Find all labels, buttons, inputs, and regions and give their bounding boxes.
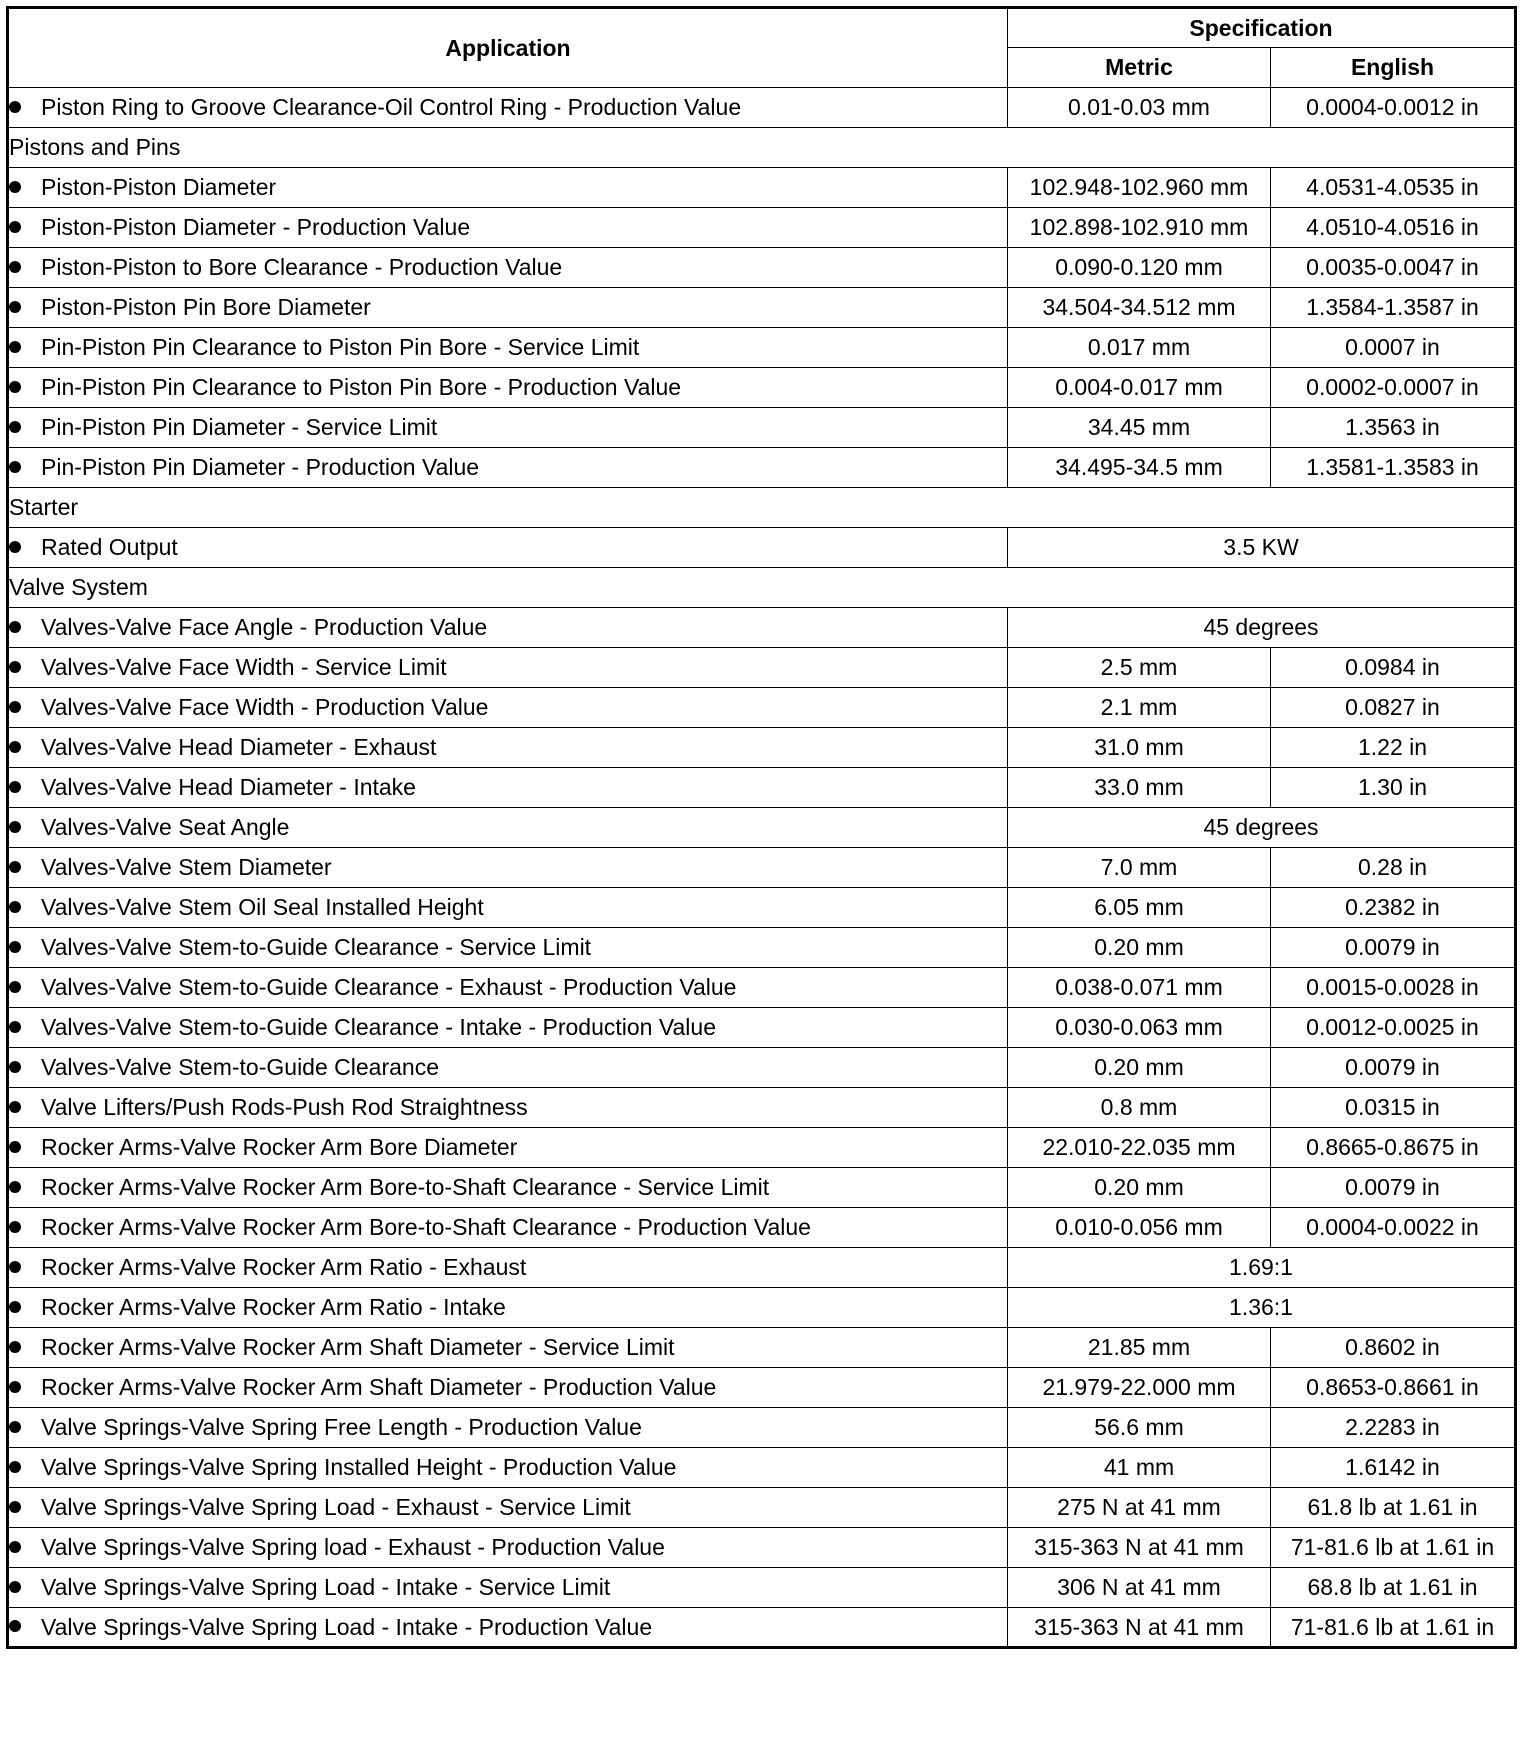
- english-value-cell: 0.28 in: [1271, 848, 1516, 888]
- application-cell: [8, 1168, 1008, 1208]
- specification-table: [6, 6, 1517, 1649]
- application-label: Rocker Arms-Valve Rocker Arm Ratio - Exhaust: [41, 1254, 527, 1280]
- english-value-cell: 0.0079 in: [1271, 928, 1516, 968]
- application-label: Valve Springs-Valve Spring Free Length - Production Value: [41, 1414, 642, 1440]
- english-value-cell: 1.3563 in: [1271, 408, 1516, 448]
- application-label: Pin-Piston Pin Clearance to Piston Pin Bore - Service Limit: [41, 334, 640, 360]
- metric-value-cell: 6.05 mm: [1008, 888, 1271, 928]
- metric-value-cell: 21.85 mm: [1008, 1328, 1271, 1368]
- application-cell: [8, 728, 1008, 768]
- application-cell: [8, 528, 1008, 568]
- bullet-icon: [9, 1221, 21, 1233]
- application-label: Valves-Valve Stem-to-Guide Clearance - Intake - Production Value: [41, 1014, 716, 1040]
- application-cell: [8, 1288, 1008, 1328]
- application-label: Pin-Piston Pin Diameter - Service Limit: [41, 414, 438, 440]
- english-value-cell: 0.2382 in: [1271, 888, 1516, 928]
- application-label: Valve Springs-Valve Spring Installed Height - Production Value: [41, 1454, 677, 1480]
- table-row: [8, 1128, 1516, 1168]
- bullet-icon: [9, 901, 21, 913]
- application-cell: [8, 848, 1008, 888]
- metric-value-cell: 315-363 N at 41 mm: [1008, 1608, 1271, 1648]
- table-row: [8, 1408, 1516, 1448]
- application-label: Pin-Piston Pin Diameter - Production Value: [41, 454, 480, 480]
- application-cell: [8, 608, 1008, 648]
- english-value-cell: 0.8602 in: [1271, 1328, 1516, 1368]
- table-row: [8, 1328, 1516, 1368]
- application-label: Piston-Piston Diameter: [41, 174, 277, 200]
- english-header: English: [1271, 48, 1516, 88]
- application-cell: [8, 1008, 1008, 1048]
- table-row: [8, 688, 1516, 728]
- bullet-icon: [9, 1381, 21, 1393]
- bullet-icon: [9, 1101, 21, 1113]
- table-row: [8, 88, 1516, 128]
- bullet-icon: [9, 221, 21, 233]
- english-value-cell: 0.0012-0.0025 in: [1271, 1008, 1516, 1048]
- table-row: [8, 808, 1516, 848]
- bullet-icon: [9, 1541, 21, 1553]
- table-row: [8, 848, 1516, 888]
- application-label: Valves-Valve Face Width - Production Value: [41, 694, 489, 720]
- application-cell: [8, 448, 1008, 488]
- english-value-cell: 0.0315 in: [1271, 1088, 1516, 1128]
- english-value-cell: 68.8 lb at 1.61 in: [1271, 1568, 1516, 1608]
- table-row: [8, 768, 1516, 808]
- table-row: [8, 968, 1516, 1008]
- bullet-icon: [9, 301, 21, 313]
- bullet-icon: [9, 1341, 21, 1353]
- metric-value-cell: 0.010-0.056 mm: [1008, 1208, 1271, 1248]
- application-cell: [8, 288, 1008, 328]
- application-header: Application: [8, 8, 1008, 88]
- table-row: [8, 368, 1516, 408]
- spec-table-body: [8, 88, 1516, 1648]
- spec-value-cell: 1.69:1: [1008, 1248, 1516, 1288]
- metric-value-cell: 315-363 N at 41 mm: [1008, 1528, 1271, 1568]
- table-row: [8, 1248, 1516, 1288]
- table-row: [8, 1528, 1516, 1568]
- table-row: [8, 1488, 1516, 1528]
- english-value-cell: 0.0004-0.0022 in: [1271, 1208, 1516, 1248]
- english-value-cell: 0.0007 in: [1271, 328, 1516, 368]
- bullet-icon: [9, 781, 21, 793]
- table-row: [8, 608, 1516, 648]
- bullet-icon: [9, 381, 21, 393]
- application-cell: [8, 1208, 1008, 1248]
- application-cell: [8, 1608, 1008, 1648]
- application-cell: [8, 1568, 1008, 1608]
- application-cell: [8, 1488, 1008, 1528]
- bullet-icon: [9, 1061, 21, 1073]
- application-label: Valves-Valve Stem-to-Guide Clearance - Service Limit: [41, 934, 592, 960]
- bullet-icon: [9, 1261, 21, 1273]
- application-label: Valves-Valve Stem Diameter: [41, 854, 332, 880]
- application-label: Piston Ring to Groove Clearance-Oil Control Ring - Production Value: [41, 94, 742, 120]
- application-cell: [8, 408, 1008, 448]
- application-label: Rocker Arms-Valve Rocker Arm Bore-to-Shaft Clearance - Production Value: [41, 1214, 811, 1240]
- spec-value-cell: 45 degrees: [1008, 608, 1516, 648]
- bullet-icon: [9, 181, 21, 193]
- application-cell: [8, 1448, 1008, 1488]
- header-row-top: [8, 8, 1516, 48]
- metric-value-cell: 0.004-0.017 mm: [1008, 368, 1271, 408]
- bullet-icon: [9, 1021, 21, 1033]
- application-cell: [8, 248, 1008, 288]
- application-label: Rocker Arms-Valve Rocker Arm Bore Diameter: [41, 1134, 518, 1160]
- bullet-icon: [9, 1581, 21, 1593]
- bullet-icon: [9, 1501, 21, 1513]
- bullet-icon: [9, 741, 21, 753]
- english-value-cell: 0.0079 in: [1271, 1168, 1516, 1208]
- metric-value-cell: 0.20 mm: [1008, 928, 1271, 968]
- table-row: [8, 408, 1516, 448]
- metric-value-cell: 56.6 mm: [1008, 1408, 1271, 1448]
- bullet-icon: [9, 1301, 21, 1313]
- table-row: [8, 928, 1516, 968]
- metric-value-cell: 41 mm: [1008, 1448, 1271, 1488]
- table-row: [8, 328, 1516, 368]
- spec-table-container: [6, 6, 1517, 1649]
- english-value-cell: 4.0510-4.0516 in: [1271, 208, 1516, 248]
- bullet-icon: [9, 1620, 21, 1632]
- metric-value-cell: 33.0 mm: [1008, 768, 1271, 808]
- english-value-cell: 1.3581-1.3583 in: [1271, 448, 1516, 488]
- table-row: [8, 888, 1516, 928]
- application-label: Piston-Piston Diameter - Production Value: [41, 214, 471, 240]
- application-cell: [8, 808, 1008, 848]
- bullet-icon: [9, 981, 21, 993]
- application-label: Rated Output: [41, 534, 178, 560]
- bullet-icon: [9, 1141, 21, 1153]
- application-label: Valves-Valve Stem-to-Guide Clearance: [41, 1054, 439, 1080]
- table-row: [8, 168, 1516, 208]
- section-row: [8, 488, 1516, 528]
- english-value-cell: 0.0035-0.0047 in: [1271, 248, 1516, 288]
- application-cell: [8, 1088, 1008, 1128]
- section-heading: Valve System: [8, 568, 1516, 608]
- table-row: [8, 448, 1516, 488]
- metric-value-cell: 0.20 mm: [1008, 1168, 1271, 1208]
- application-label: Valves-Valve Stem Oil Seal Installed Height: [41, 894, 484, 920]
- metric-value-cell: 34.504-34.512 mm: [1008, 288, 1271, 328]
- bullet-icon: [9, 621, 21, 633]
- application-cell: [8, 1328, 1008, 1368]
- application-label: Valves-Valve Face Width - Service Limit: [41, 654, 447, 680]
- application-cell: [8, 968, 1008, 1008]
- application-label: Valve Springs-Valve Spring Load - Intake - Service Limit: [41, 1574, 611, 1600]
- table-row: [8, 1048, 1516, 1088]
- spec-value-cell: 3.5 KW: [1008, 528, 1516, 568]
- bullet-icon: [9, 341, 21, 353]
- english-value-cell: 1.30 in: [1271, 768, 1516, 808]
- section-heading: Starter: [8, 488, 1516, 528]
- bullet-icon: [9, 1461, 21, 1473]
- english-value-cell: 0.0004-0.0012 in: [1271, 88, 1516, 128]
- application-cell: [8, 208, 1008, 248]
- application-cell: [8, 328, 1008, 368]
- application-label: Valves-Valve Face Angle - Production Value: [41, 614, 488, 640]
- english-value-cell: 0.8653-0.8661 in: [1271, 1368, 1516, 1408]
- metric-value-cell: 0.090-0.120 mm: [1008, 248, 1271, 288]
- application-cell: [8, 648, 1008, 688]
- metric-value-cell: 31.0 mm: [1008, 728, 1271, 768]
- english-value-cell: 0.0827 in: [1271, 688, 1516, 728]
- application-label: Pin-Piston Pin Clearance to Piston Pin Bore - Production Value: [41, 374, 682, 400]
- metric-value-cell: 102.948-102.960 mm: [1008, 168, 1271, 208]
- bullet-icon: [9, 541, 21, 553]
- metric-value-cell: 2.1 mm: [1008, 688, 1271, 728]
- application-cell: [8, 1408, 1008, 1448]
- english-value-cell: 71-81.6 lb at 1.61 in: [1271, 1608, 1516, 1648]
- spec-value-cell: 1.36:1: [1008, 1288, 1516, 1328]
- application-cell: [8, 888, 1008, 928]
- application-cell: [8, 1528, 1008, 1568]
- english-value-cell: 0.0015-0.0028 in: [1271, 968, 1516, 1008]
- english-value-cell: 61.8 lb at 1.61 in: [1271, 1488, 1516, 1528]
- english-value-cell: 2.2283 in: [1271, 1408, 1516, 1448]
- metric-value-cell: 0.01-0.03 mm: [1008, 88, 1271, 128]
- english-value-cell: 0.0984 in: [1271, 648, 1516, 688]
- specification-header: Specification: [1008, 8, 1516, 48]
- table-row: [8, 208, 1516, 248]
- table-row: [8, 1568, 1516, 1608]
- spec-value-cell: 45 degrees: [1008, 808, 1516, 848]
- table-row: [8, 1448, 1516, 1488]
- metric-value-cell: 0.038-0.071 mm: [1008, 968, 1271, 1008]
- english-value-cell: 1.6142 in: [1271, 1448, 1516, 1488]
- metric-value-cell: 306 N at 41 mm: [1008, 1568, 1271, 1608]
- english-value-cell: 0.8665-0.8675 in: [1271, 1128, 1516, 1168]
- table-row: [8, 648, 1516, 688]
- english-value-cell: 4.0531-4.0535 in: [1271, 168, 1516, 208]
- application-label: Valves-Valve Seat Angle: [41, 814, 290, 840]
- application-label: Piston-Piston to Bore Clearance - Production Value: [41, 254, 563, 280]
- application-cell: [8, 1048, 1008, 1088]
- table-row: [8, 528, 1516, 568]
- metric-value-cell: 275 N at 41 mm: [1008, 1488, 1271, 1528]
- table-row: [8, 1008, 1516, 1048]
- bullet-icon: [9, 461, 21, 473]
- table-row: [8, 1288, 1516, 1328]
- table-row: [8, 1208, 1516, 1248]
- application-label: Rocker Arms-Valve Rocker Arm Shaft Diameter - Service Limit: [41, 1334, 675, 1360]
- metric-value-cell: 0.8 mm: [1008, 1088, 1271, 1128]
- metric-value-cell: 102.898-102.910 mm: [1008, 208, 1271, 248]
- application-label: Valve Lifters/Push Rods-Push Rod Straightness: [41, 1094, 528, 1120]
- metric-value-cell: 21.979-22.000 mm: [1008, 1368, 1271, 1408]
- bullet-icon: [9, 421, 21, 433]
- table-row: [8, 728, 1516, 768]
- section-heading: Pistons and Pins: [8, 128, 1516, 168]
- table-row: [8, 1168, 1516, 1208]
- bullet-icon: [9, 1181, 21, 1193]
- application-label: Piston-Piston Pin Bore Diameter: [41, 294, 371, 320]
- application-label: Valves-Valve Stem-to-Guide Clearance - Exhaust - Production Value: [41, 974, 737, 1000]
- application-cell: [8, 1248, 1008, 1288]
- application-label: Valve Springs-Valve Spring load - Exhaust - Production Value: [41, 1534, 665, 1560]
- metric-value-cell: 34.45 mm: [1008, 408, 1271, 448]
- application-cell: [8, 768, 1008, 808]
- english-value-cell: 1.22 in: [1271, 728, 1516, 768]
- application-cell: [8, 368, 1008, 408]
- table-row: [8, 248, 1516, 288]
- application-label: Rocker Arms-Valve Rocker Arm Ratio - Intake: [41, 1294, 506, 1320]
- metric-value-cell: 0.017 mm: [1008, 328, 1271, 368]
- bullet-icon: [9, 101, 21, 113]
- english-value-cell: 1.3584-1.3587 in: [1271, 288, 1516, 328]
- application-cell: [8, 928, 1008, 968]
- application-cell: [8, 1368, 1008, 1408]
- metric-value-cell: 0.030-0.063 mm: [1008, 1008, 1271, 1048]
- application-cell: [8, 1128, 1008, 1168]
- metric-value-cell: 0.20 mm: [1008, 1048, 1271, 1088]
- application-label: Rocker Arms-Valve Rocker Arm Shaft Diameter - Production Value: [41, 1374, 717, 1400]
- bullet-icon: [9, 861, 21, 873]
- section-row: [8, 568, 1516, 608]
- application-label: Valve Springs-Valve Spring Load - Exhaust - Service Limit: [41, 1494, 631, 1520]
- application-cell: [8, 168, 1008, 208]
- metric-value-cell: 2.5 mm: [1008, 648, 1271, 688]
- application-label: Valve Springs-Valve Spring Load - Intake - Production Value: [41, 1613, 653, 1640]
- metric-header: Metric: [1008, 48, 1271, 88]
- english-value-cell: 0.0079 in: [1271, 1048, 1516, 1088]
- section-row: [8, 128, 1516, 168]
- bullet-icon: [9, 821, 21, 833]
- application-label: Rocker Arms-Valve Rocker Arm Bore-to-Shaft Clearance - Service Limit: [41, 1174, 770, 1200]
- table-row: [8, 1088, 1516, 1128]
- metric-value-cell: 34.495-34.5 mm: [1008, 448, 1271, 488]
- application-label: Valves-Valve Head Diameter - Intake: [41, 774, 416, 800]
- english-value-cell: 0.0002-0.0007 in: [1271, 368, 1516, 408]
- metric-value-cell: 22.010-22.035 mm: [1008, 1128, 1271, 1168]
- table-row: [8, 288, 1516, 328]
- bullet-icon: [9, 261, 21, 273]
- application-cell: [8, 88, 1008, 128]
- application-cell: [8, 688, 1008, 728]
- table-row: [8, 1368, 1516, 1408]
- bullet-icon: [9, 1421, 21, 1433]
- english-value-cell: 71-81.6 lb at 1.61 in: [1271, 1528, 1516, 1568]
- bullet-icon: [9, 661, 21, 673]
- metric-value-cell: 7.0 mm: [1008, 848, 1271, 888]
- bullet-icon: [9, 941, 21, 953]
- bullet-icon: [9, 701, 21, 713]
- table-row: [8, 1608, 1516, 1648]
- application-label: Valves-Valve Head Diameter - Exhaust: [41, 734, 437, 760]
